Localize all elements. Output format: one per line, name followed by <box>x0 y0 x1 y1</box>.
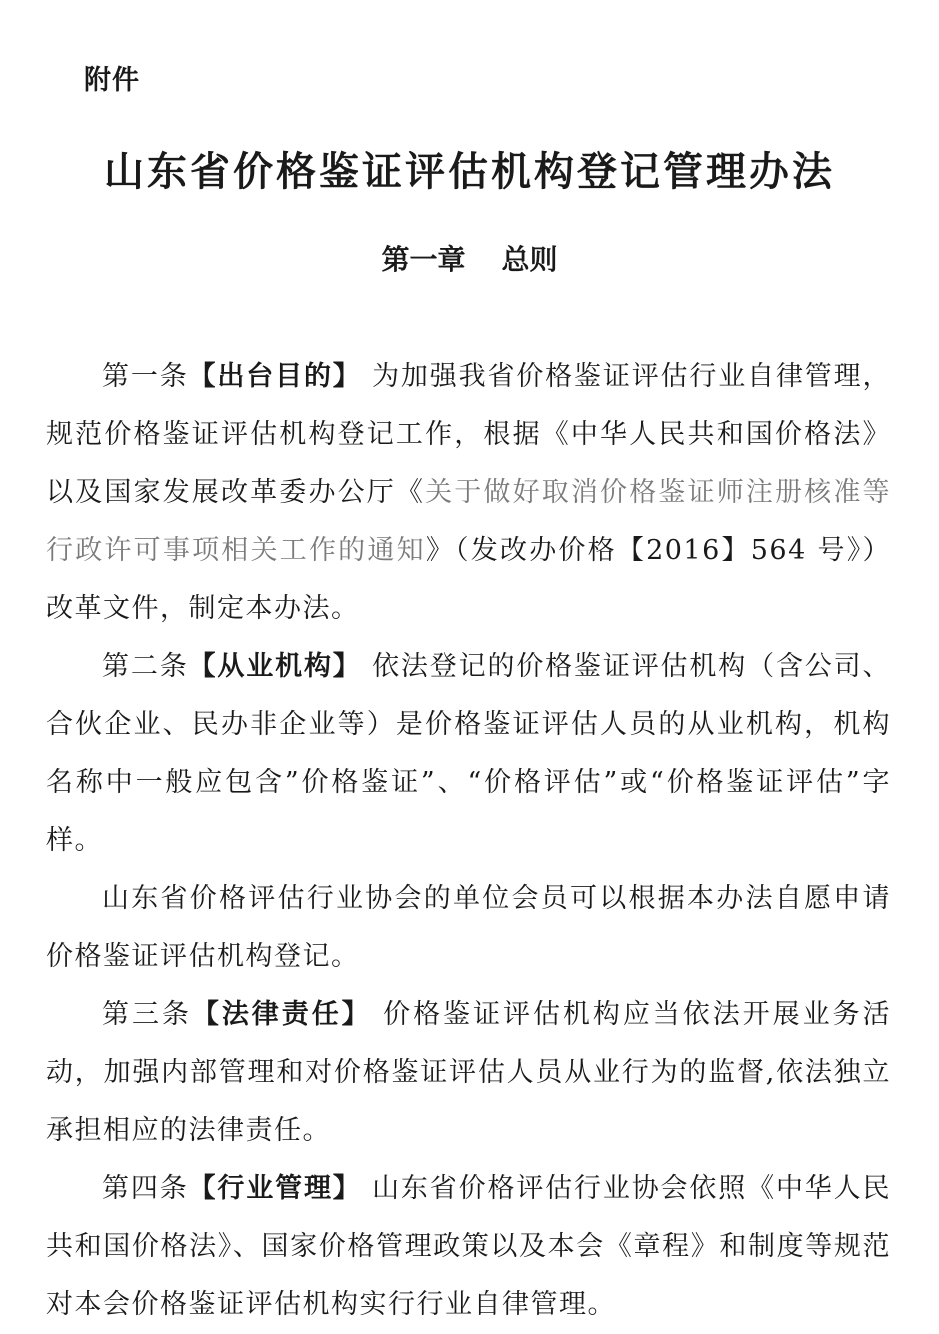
article-tag: 【法律责任】 <box>191 999 372 1030</box>
article-1 <box>46 348 891 638</box>
article-number: 第二条 <box>102 651 189 682</box>
article-tag: 【出台目的】 <box>188 361 362 392</box>
document-title: 山东省价格鉴证评估机构登记管理办法 <box>104 149 835 195</box>
chapter-heading <box>0 238 939 278</box>
article-number: 第三条 <box>102 999 192 1030</box>
article-text: 山东省价格评估行业协会依照《中华人民共和国价格法》、国家价格管理政策以及本会《章程》和制度等规范对本会价格鉴证评估机构实行行业自律管理。 <box>46 1173 891 1320</box>
article-4 <box>46 1160 891 1334</box>
article-text: 价格鉴证评估机构应当依法开展业务活动，加强内部管理和对价格鉴证评估人员从业行为的监督,依法独立承担相应的法律责任。 <box>46 999 891 1146</box>
article-text-end: 》（发改办价格【2016】564 号》）改革文件，制定本办法。 <box>46 535 891 624</box>
article-2-paragraph-2 <box>46 870 891 986</box>
chapter-name: 总则 <box>501 243 558 276</box>
document-body <box>46 348 891 1334</box>
article-text: 为加强我省价格鉴证评估行业自律管理，规范价格鉴证评估机构登记工作，根据《中华人民共和国价格法》以及国家发展改革委办公厅《 <box>46 361 891 508</box>
article-text: 依法登记的价格鉴证评估机构（含公司、合伙企业、民办非企业等）是价格鉴证评估人员的从业机构，机构名称中一般应包含”价格鉴证”、“价格评估”或“价格鉴证评估”字样。 <box>46 651 891 856</box>
article-2 <box>46 638 891 870</box>
article-text-faded: 关于做好取消价格鉴证师注册核准等行政许可事项相关工作的通知 <box>46 477 892 566</box>
article-tag: 【行业管理】 <box>188 1173 362 1204</box>
attachment-label: 附件 <box>84 65 140 96</box>
article-3 <box>46 986 891 1160</box>
article-number: 第一条 <box>102 361 189 392</box>
article-text: 山东省价格评估行业协会的单位会员可以根据本办法自愿申请价格鉴证评估机构登记。 <box>46 883 891 972</box>
article-number: 第四条 <box>102 1173 189 1204</box>
article-tag: 【从业机构】 <box>188 651 362 682</box>
chapter-number: 第一章 <box>381 243 466 276</box>
